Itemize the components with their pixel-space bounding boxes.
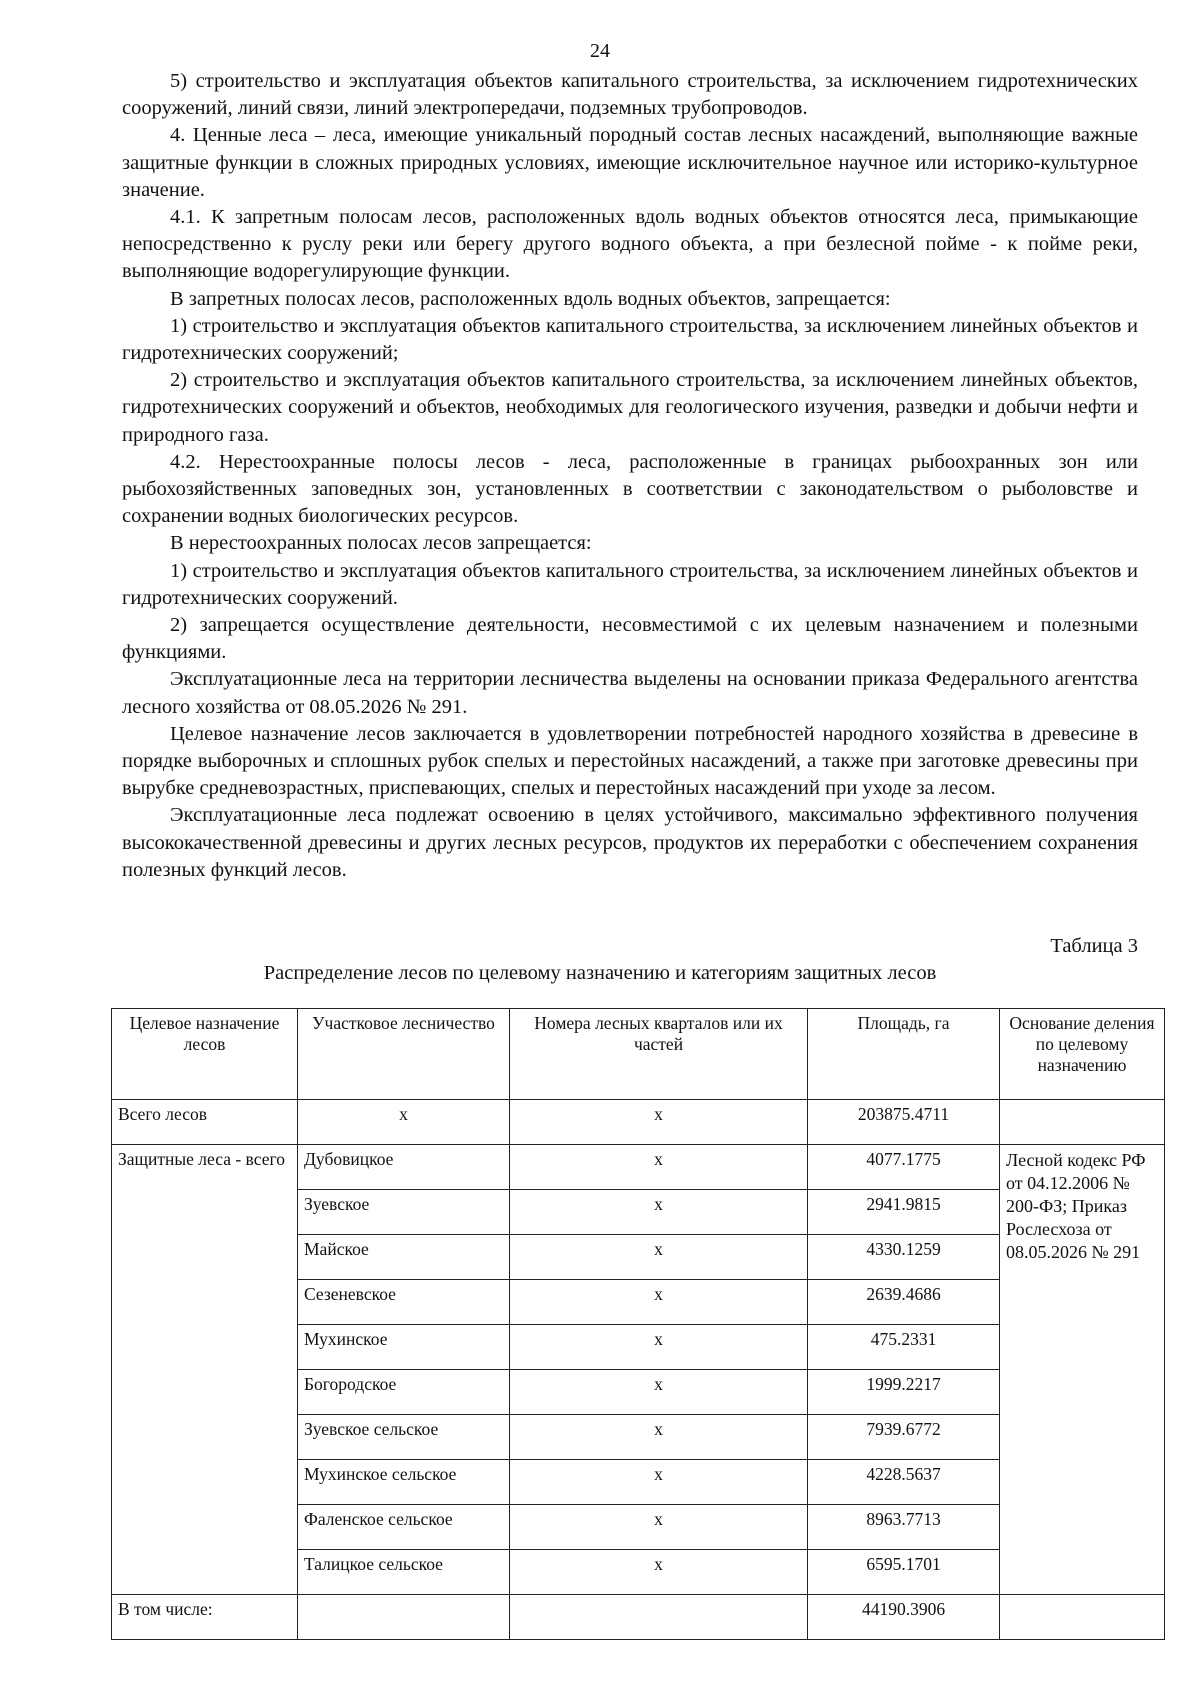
cell-area: 4330.1259 bbox=[808, 1235, 1000, 1280]
cell-purpose: Всего лесов bbox=[112, 1100, 298, 1145]
cell-quarters: х bbox=[510, 1505, 808, 1550]
cell-district: х bbox=[298, 1100, 510, 1145]
paragraph: В нерестоохранных полосах лесов запрещается: bbox=[170, 532, 592, 555]
table-header-row bbox=[112, 1009, 1165, 1100]
paragraph: Эксплуатационные леса подлежат освоению в целях устойчивого, максимально эффективного получения высококачественной древесины и других лесных ресурсов, продуктов их переработки с обеспечением сохранения полезных функций лесов. bbox=[122, 804, 1138, 881]
table-label: Таблица 3 bbox=[1050, 935, 1138, 957]
cell-area: 1999.2217 bbox=[808, 1370, 1000, 1415]
cell-area: 2941.9815 bbox=[808, 1190, 1000, 1235]
cell-area: 475.2331 bbox=[808, 1325, 1000, 1370]
paragraph: Эксплуатационные леса на территории лесничества выделены на основании приказа Федерального агентства лесного хозяйства от 08.05.2026 № 291. bbox=[122, 668, 1138, 718]
cell-area: 4077.1775 bbox=[808, 1145, 1000, 1190]
paragraph: 4. Ценные леса – леса, имеющие уникальный породный состав лесных насаждений, выполняющие важные защитные функции в сложных природных условиях, имеющие исключительное научное или историко-культурное значение. bbox=[122, 124, 1138, 201]
body-text bbox=[122, 68, 1138, 884]
cell-area: 44190.3906 bbox=[808, 1595, 1000, 1640]
cell-district: Богородское bbox=[298, 1370, 510, 1415]
paragraph: В запретных полосах лесов, расположенных вдоль водных объектов, запрещается: bbox=[170, 287, 891, 310]
cell-area: 203875.4711 bbox=[808, 1100, 1000, 1145]
cell-area: 4228.5637 bbox=[808, 1460, 1000, 1505]
cell-district: Дубовицкое bbox=[298, 1145, 510, 1190]
table-row-including bbox=[112, 1595, 1165, 1640]
cell-quarters: х bbox=[510, 1190, 808, 1235]
paragraph: 5) строительство и эксплуатация объектов капитального строительства, за исключением гидротехнических сооружений, линий связи, линий электропередачи, подземных трубопроводов. bbox=[122, 70, 1138, 120]
header-quarters: Номера лесных кварталов или их частей bbox=[510, 1009, 808, 1100]
cell-area: 6595.1701 bbox=[808, 1550, 1000, 1595]
cell-area: 2639.4686 bbox=[808, 1280, 1000, 1325]
cell-basis bbox=[1000, 1100, 1165, 1145]
cell-quarters: х bbox=[510, 1550, 808, 1595]
cell-quarters bbox=[510, 1595, 808, 1640]
paragraph: 4.1. К запретным полосам лесов, расположенных вдоль водных объектов относятся леса, примыкающие непосредственно к руслу реки или берегу другого водного объекта, а при безлесной пойме - к пойме реки, выполняющие водорегулирующие функции. bbox=[122, 206, 1138, 283]
cell-quarters: х bbox=[510, 1460, 808, 1505]
cell-district bbox=[298, 1595, 510, 1640]
forest-distribution-table bbox=[111, 1008, 1165, 1640]
cell-basis bbox=[1000, 1595, 1165, 1640]
cell-district: Талицкое сельское bbox=[298, 1550, 510, 1595]
cell-area: 7939.6772 bbox=[808, 1415, 1000, 1460]
cell-quarters: х bbox=[510, 1280, 808, 1325]
cell-district: Зуевское сельское bbox=[298, 1415, 510, 1460]
cell-basis-protective: Лесной кодекс РФ от 04.12.2006 № 200-ФЗ; Приказ Рослесхоза от 08.05.2026 № 291 bbox=[1000, 1145, 1165, 1595]
cell-district: Фаленское сельское bbox=[298, 1505, 510, 1550]
cell-quarters: х bbox=[510, 1100, 808, 1145]
cell-district: Сезеневское bbox=[298, 1280, 510, 1325]
table-row bbox=[112, 1145, 1165, 1190]
cell-quarters: х bbox=[510, 1235, 808, 1280]
paragraph: 2) запрещается осуществление деятельности, несовместимой с их целевым назначением и полезными функциями. bbox=[122, 614, 1138, 664]
paragraph: 4.2. Нерестоохранные полосы лесов - леса, расположенные в границах рыбоохранных зон или рыбохозяйственных заповедных зон, установленных в соответствии с законодательством о рыболовстве и сохранении водных биологических ресурсов. bbox=[122, 450, 1138, 528]
cell-district: Зуевское bbox=[298, 1190, 510, 1235]
cell-quarters: х bbox=[510, 1325, 808, 1370]
header-district: Участковое лесничество bbox=[298, 1009, 510, 1100]
header-area: Площадь, га bbox=[808, 1009, 1000, 1100]
table-title: Распределение лесов по целевому назначению и категориям защитных лесов bbox=[263, 962, 937, 984]
cell-district: Майское bbox=[298, 1235, 510, 1280]
header-basis: Основание деления по целевому назначению bbox=[1000, 1009, 1165, 1100]
cell-quarters: х bbox=[510, 1145, 808, 1190]
cell-purpose: В том числе: bbox=[112, 1595, 298, 1640]
cell-quarters: х bbox=[510, 1415, 808, 1460]
paragraph: 2) строительство и эксплуатация объектов капитального строительства, за исключением линейных объектов, гидротехнических сооружений и объектов, необходимых для геологического изучения, разведки и добычи нефти и природного газа. bbox=[122, 369, 1138, 446]
cell-purpose-protective: Защитные леса - всего bbox=[112, 1145, 298, 1595]
cell-district: Мухинское bbox=[298, 1325, 510, 1370]
cell-quarters: х bbox=[510, 1370, 808, 1415]
header-purpose: Целевое назначение лесов bbox=[112, 1009, 298, 1100]
paragraph: Целевое назначение лесов заключается в удовлетворении потребностей народного хозяйства в древесине в порядке выборочных и сплошных рубок спелых и перестойных насаждений, а также при заготовке древесины при вырубке средневозрастных, приспевающих, спелых и перестойных насаждений при уходе за лесом. bbox=[122, 722, 1138, 800]
page-number: 24 bbox=[590, 40, 610, 62]
table-row-total bbox=[112, 1100, 1165, 1145]
paragraph: 1) строительство и эксплуатация объектов капитального строительства, за исключением линейных объектов и гидротехнических сооружений. bbox=[122, 559, 1138, 609]
cell-area: 8963.7713 bbox=[808, 1505, 1000, 1550]
paragraph: 1) строительство и эксплуатация объектов капитального строительства, за исключением линейных объектов и гидротехнических сооружений; bbox=[122, 314, 1138, 365]
cell-district: Мухинское сельское bbox=[298, 1460, 510, 1505]
